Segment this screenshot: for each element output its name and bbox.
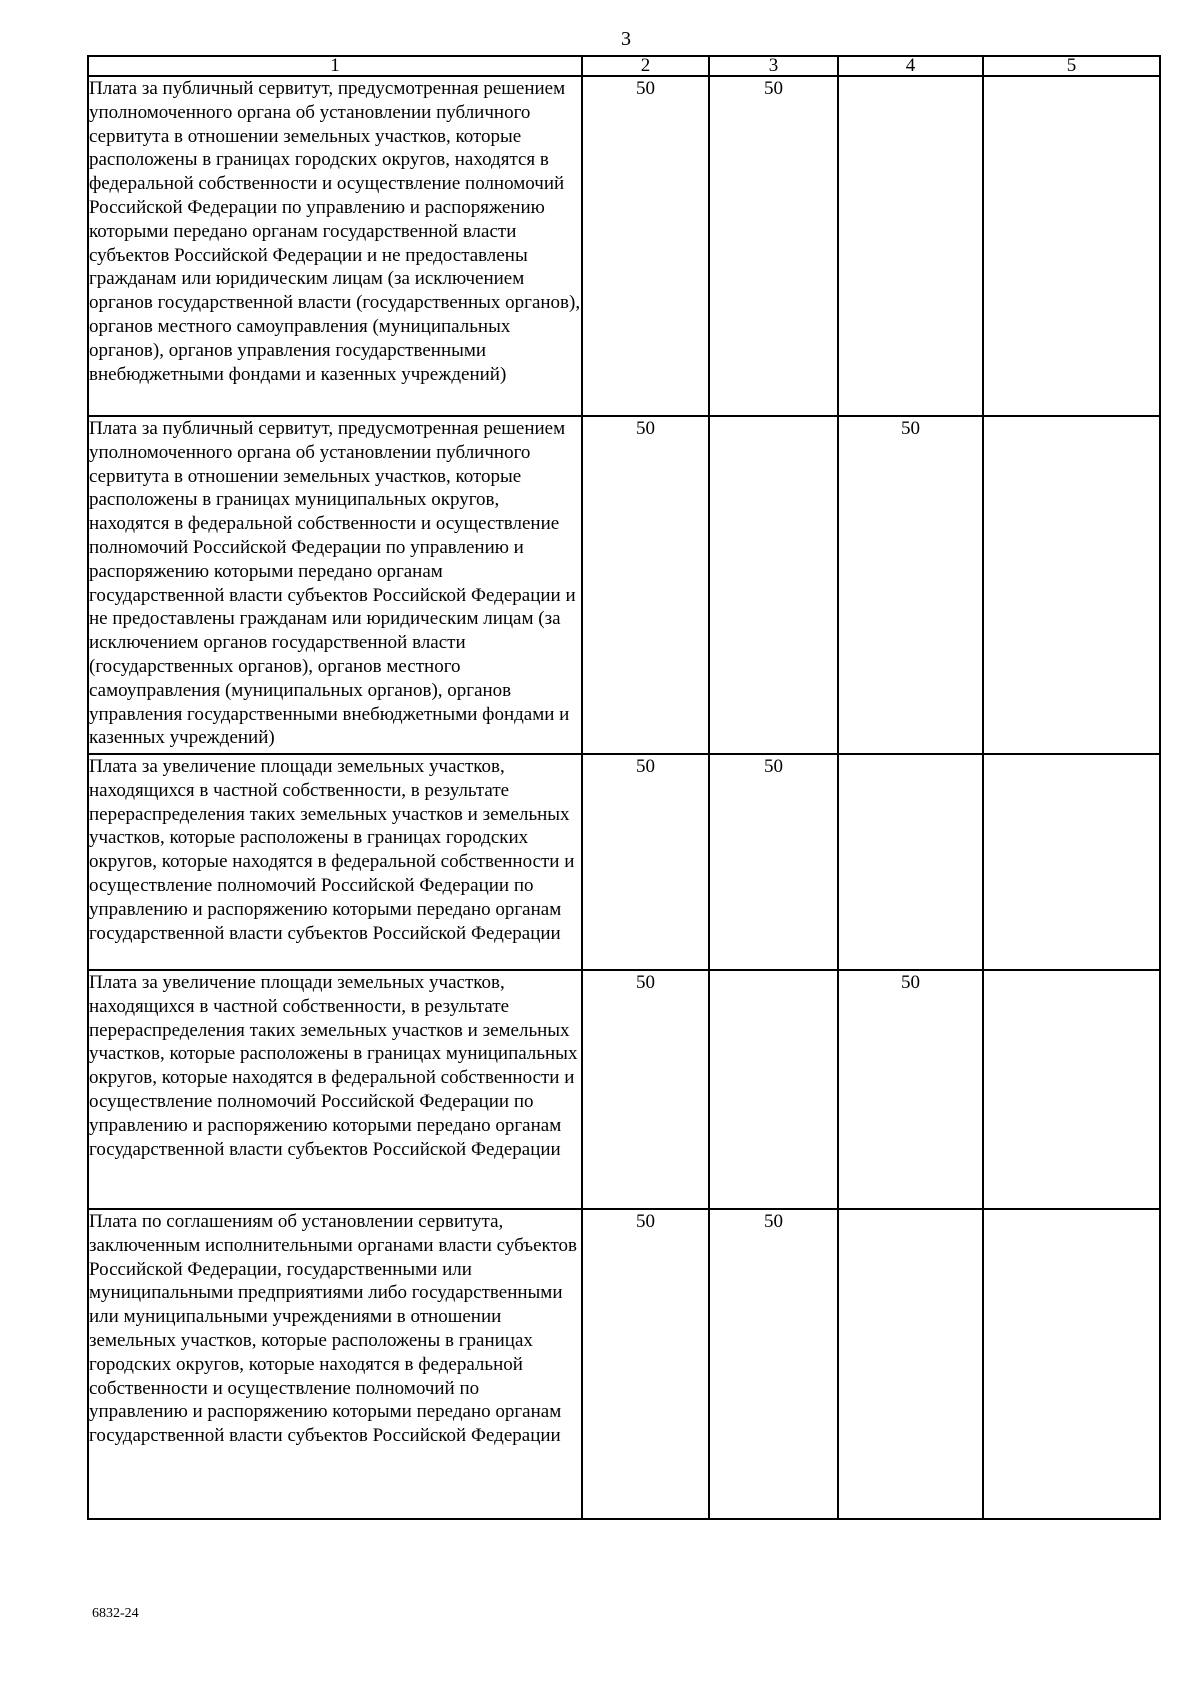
page-number: 3: [621, 28, 631, 50]
column-header-4: 4: [838, 56, 983, 76]
row-value-col3: [709, 416, 838, 754]
row-value-col5: [983, 1209, 1160, 1519]
row-value-col2: 50: [582, 1209, 709, 1519]
table-row: [88, 1209, 1160, 1519]
row-value-col3: 50: [709, 754, 838, 970]
column-header-2: 2: [582, 56, 709, 76]
table-row: [88, 754, 1160, 970]
table-header-row: [88, 56, 1160, 76]
column-header-1: 1: [88, 56, 582, 76]
row-value-col4: [838, 76, 983, 416]
row-value-col5: [983, 754, 1160, 970]
table-row: [88, 970, 1160, 1209]
row-description: Плата за увеличение площади земельных участков, находящихся в частной собственности, в результате перераспределения таких земельных участков и земельных участков, которые расположены в границах муниципальных округов, которые находятся в федеральной собственности и осуществление полномочий Российской Федерации по управлению и распоряжению которыми передано органам государственной власти субъектов Российской Федерации: [88, 970, 582, 1209]
row-value-col4: [838, 1209, 983, 1519]
row-value-col3: 50: [709, 1209, 838, 1519]
revenue-distribution-table: [87, 55, 1161, 1520]
row-description: Плата за увеличение площади земельных участков, находящихся в частной собственности, в результате перераспределения таких земельных участков и земельных участков, которые расположены в границах городских округов, которые находятся в федеральной собственности и осуществление полномочий Российской Федерации по управлению и распоряжению которыми передано органам государственной власти субъектов Российской Федерации: [88, 754, 582, 970]
row-value-col3: 50: [709, 76, 838, 416]
row-value-col4: [838, 754, 983, 970]
row-value-col5: [983, 416, 1160, 754]
table-row: [88, 76, 1160, 416]
row-description: Плата по соглашениям об установлении сервитута, заключенным исполнительными органами власти субъектов Российской Федерации, государственными или муниципальными предприятиями либо государственными или муниципальными учреждениями в отношении земельных участков, которые расположены в границах городских округов, которые находятся в федеральной собственности и осуществление полномочий по управлению и распоряжению которыми передано органам государственной власти субъектов Российской Федерации: [88, 1209, 582, 1519]
row-description: Плата за публичный сервитут, предусмотренная решением уполномоченного органа об установлении публичного сервитута в отношении земельных участков, которые расположены в границах городских округов, находятся в федеральной собственности и осуществление полномочий Российской Федерации по управлению и распоряжению которыми передано органам государственной власти субъектов Российской Федерации и не предоставлены гражданам или юридическим лицам (за исключением органов государственной власти (государственных органов), органов местного самоуправления (муниципальных органов), органов управления государственными внебюджетными фондами и казенных учреждений): [88, 76, 582, 416]
row-value-col2: 50: [582, 416, 709, 754]
row-value-col5: [983, 970, 1160, 1209]
document-code: 6832-24: [92, 1606, 139, 1621]
row-description: Плата за публичный сервитут, предусмотренная решением уполномоченного органа об установлении публичного сервитута в отношении земельных участков, которые расположены в границах муниципальных округов, находятся в федеральной собственности и осуществление полномочий Российской Федерации по управлению и распоряжению которыми передано органам государственной власти субъектов Российской Федерации и не предоставлены гражданам или юридическим лицам (за исключением органов государственной власти (государственных органов), органов местного самоуправления (муниципальных органов), органов управления государственными внебюджетными фондами и казенных учреждений): [88, 416, 582, 754]
row-value-col3: [709, 970, 838, 1209]
table-row: [88, 416, 1160, 754]
row-value-col5: [983, 76, 1160, 416]
row-value-col2: 50: [582, 754, 709, 970]
row-value-col2: 50: [582, 76, 709, 416]
row-value-col4: 50: [838, 416, 983, 754]
row-value-col4: 50: [838, 970, 983, 1209]
column-header-5: 5: [983, 56, 1160, 76]
column-header-3: 3: [709, 56, 838, 76]
row-value-col2: 50: [582, 970, 709, 1209]
